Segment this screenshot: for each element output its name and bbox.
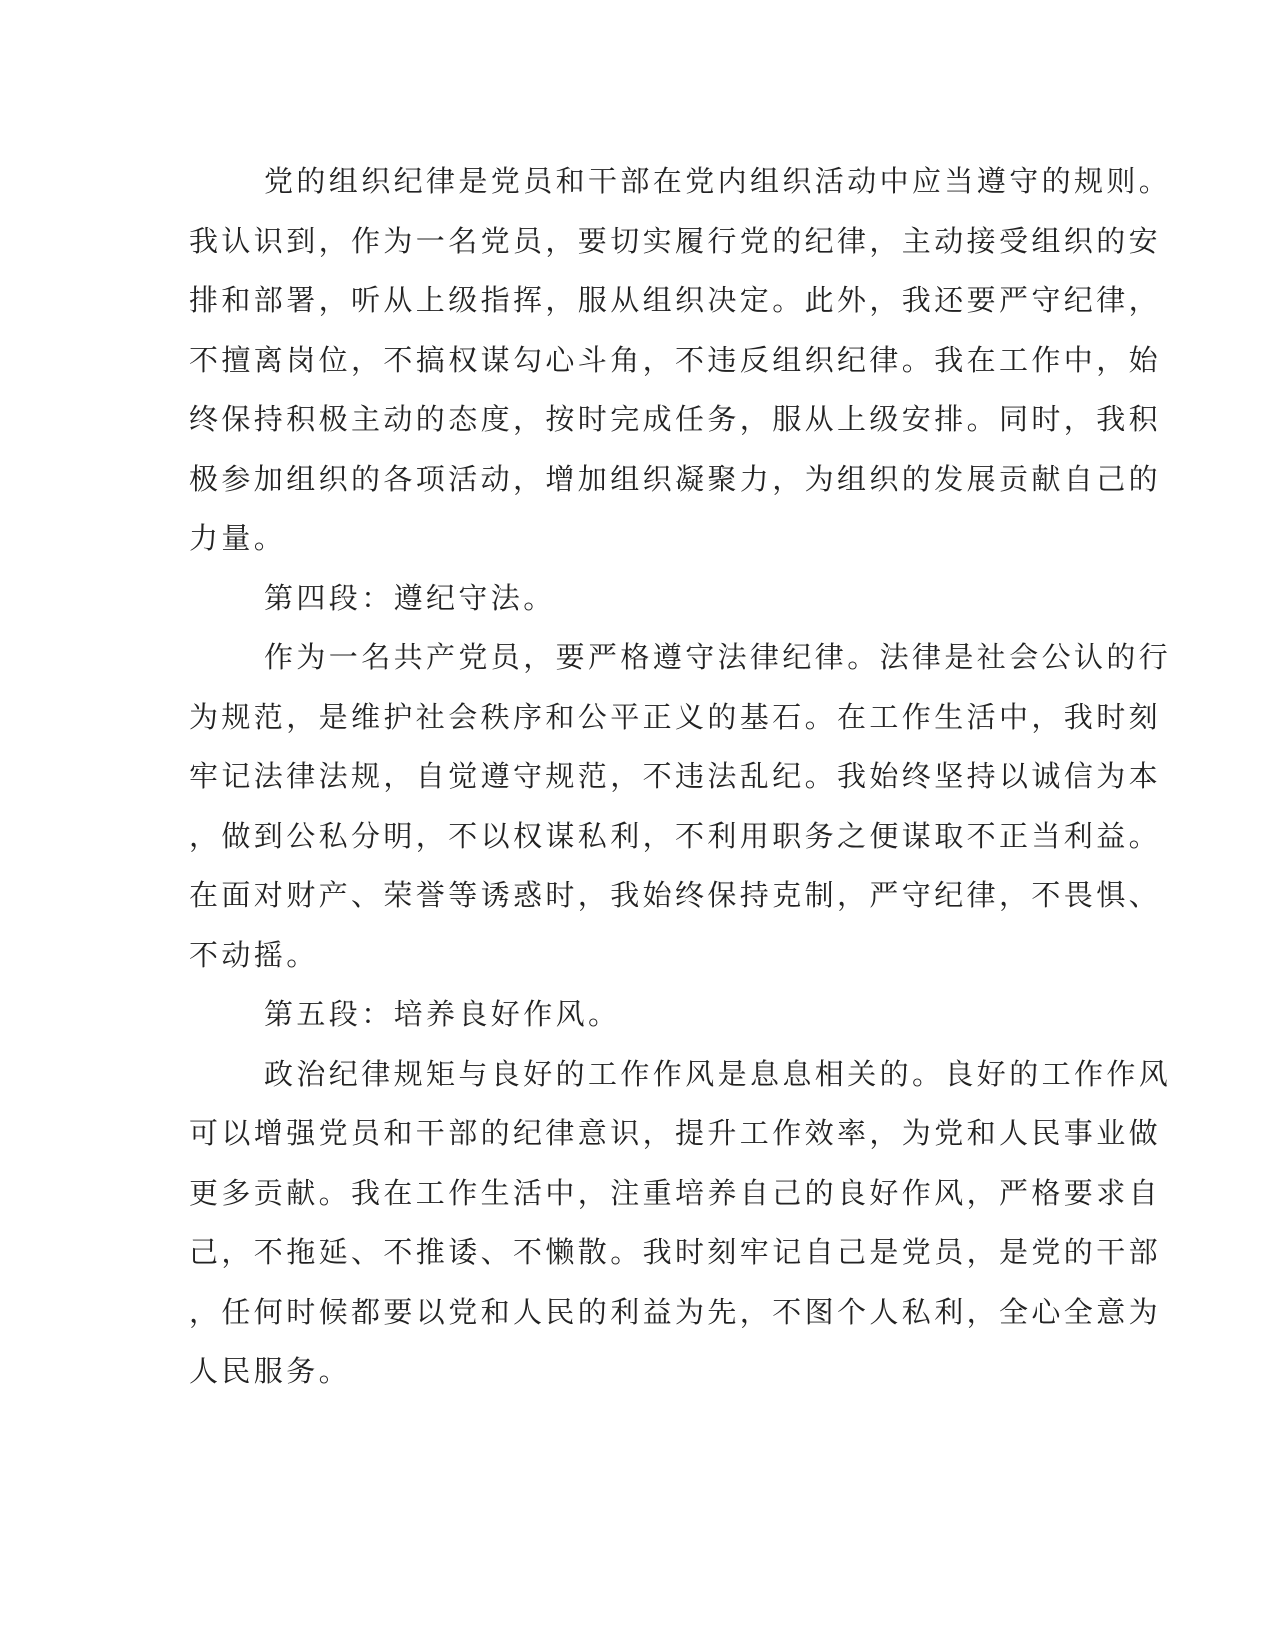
paragraph-line: 排和部署，听从上级指挥，服从组织决定。此外，我还要严守纪律， [189, 283, 1162, 317]
paragraph-line: 更多贡献。我在工作生活中，注重培养自己的良好作风，严格要求自 [189, 1175, 1162, 1210]
paragraph-line: 在面对财产、荣誉等诱惑时，我始终保持克制，严守纪律，不畏惧、 [189, 878, 1162, 912]
paragraph-line: 极参加组织的各项活动，增加组织凝聚力，为组织的发展贡献自己的 [189, 461, 1162, 496]
document-body [189, 152, 1172, 1402]
paragraph-line: 我认识到，作为一名党员，要切实履行党的纪律，主动接受组织的安 [189, 223, 1162, 258]
section-heading-4: 第四段：遵纪守法。 [264, 580, 556, 615]
paragraph-line: 政治纪律规矩与良好的工作作风是息息相关的。良好的工作作风 [264, 1056, 1172, 1091]
paragraph-line: 力量。 [189, 521, 287, 555]
paragraph-line: 作为一名共产党员，要严格遵守法律纪律。法律是社会公认的行 [264, 640, 1172, 674]
paragraph-line: 党的组织纪律是党员和干部在党内组织活动中应当遵守的规则。 [264, 164, 1172, 198]
paragraph-line: 己，不拖延、不推诿、不懒散。我时刻牢记自己是党员，是党的干部 [189, 1235, 1162, 1269]
paragraph-line: 为规范，是维护社会秩序和公平正义的基石。在工作生活中，我时刻 [189, 699, 1162, 734]
paragraph-line: ，做到公私分明，不以权谋私利，不利用职务之便谋取不正当利益。 [189, 818, 1162, 853]
paragraph-line: 牢记法律法规，自觉遵守规范，不违法乱纪。我始终坚持以诚信为本 [189, 759, 1162, 793]
paragraph-line: 人民服务。 [189, 1354, 352, 1388]
section-heading-5: 第五段：培养良好作风。 [264, 997, 621, 1031]
paragraph-line: 可以增强党员和干部的纪律意识，提升工作效率，为党和人民事业做 [189, 1116, 1162, 1150]
paragraph-line: 终保持积极主动的态度，按时完成任务，服从上级安排。同时，我积 [189, 402, 1162, 436]
paragraph-line: ，任何时候都要以党和人民的利益为先，不图个人私利，全心全意为 [189, 1294, 1162, 1329]
paragraph-line: 不擅离岗位，不搞权谋勾心斗角，不违反组织纪律。我在工作中，始 [189, 342, 1162, 377]
paragraph-line: 不动摇。 [189, 937, 319, 972]
